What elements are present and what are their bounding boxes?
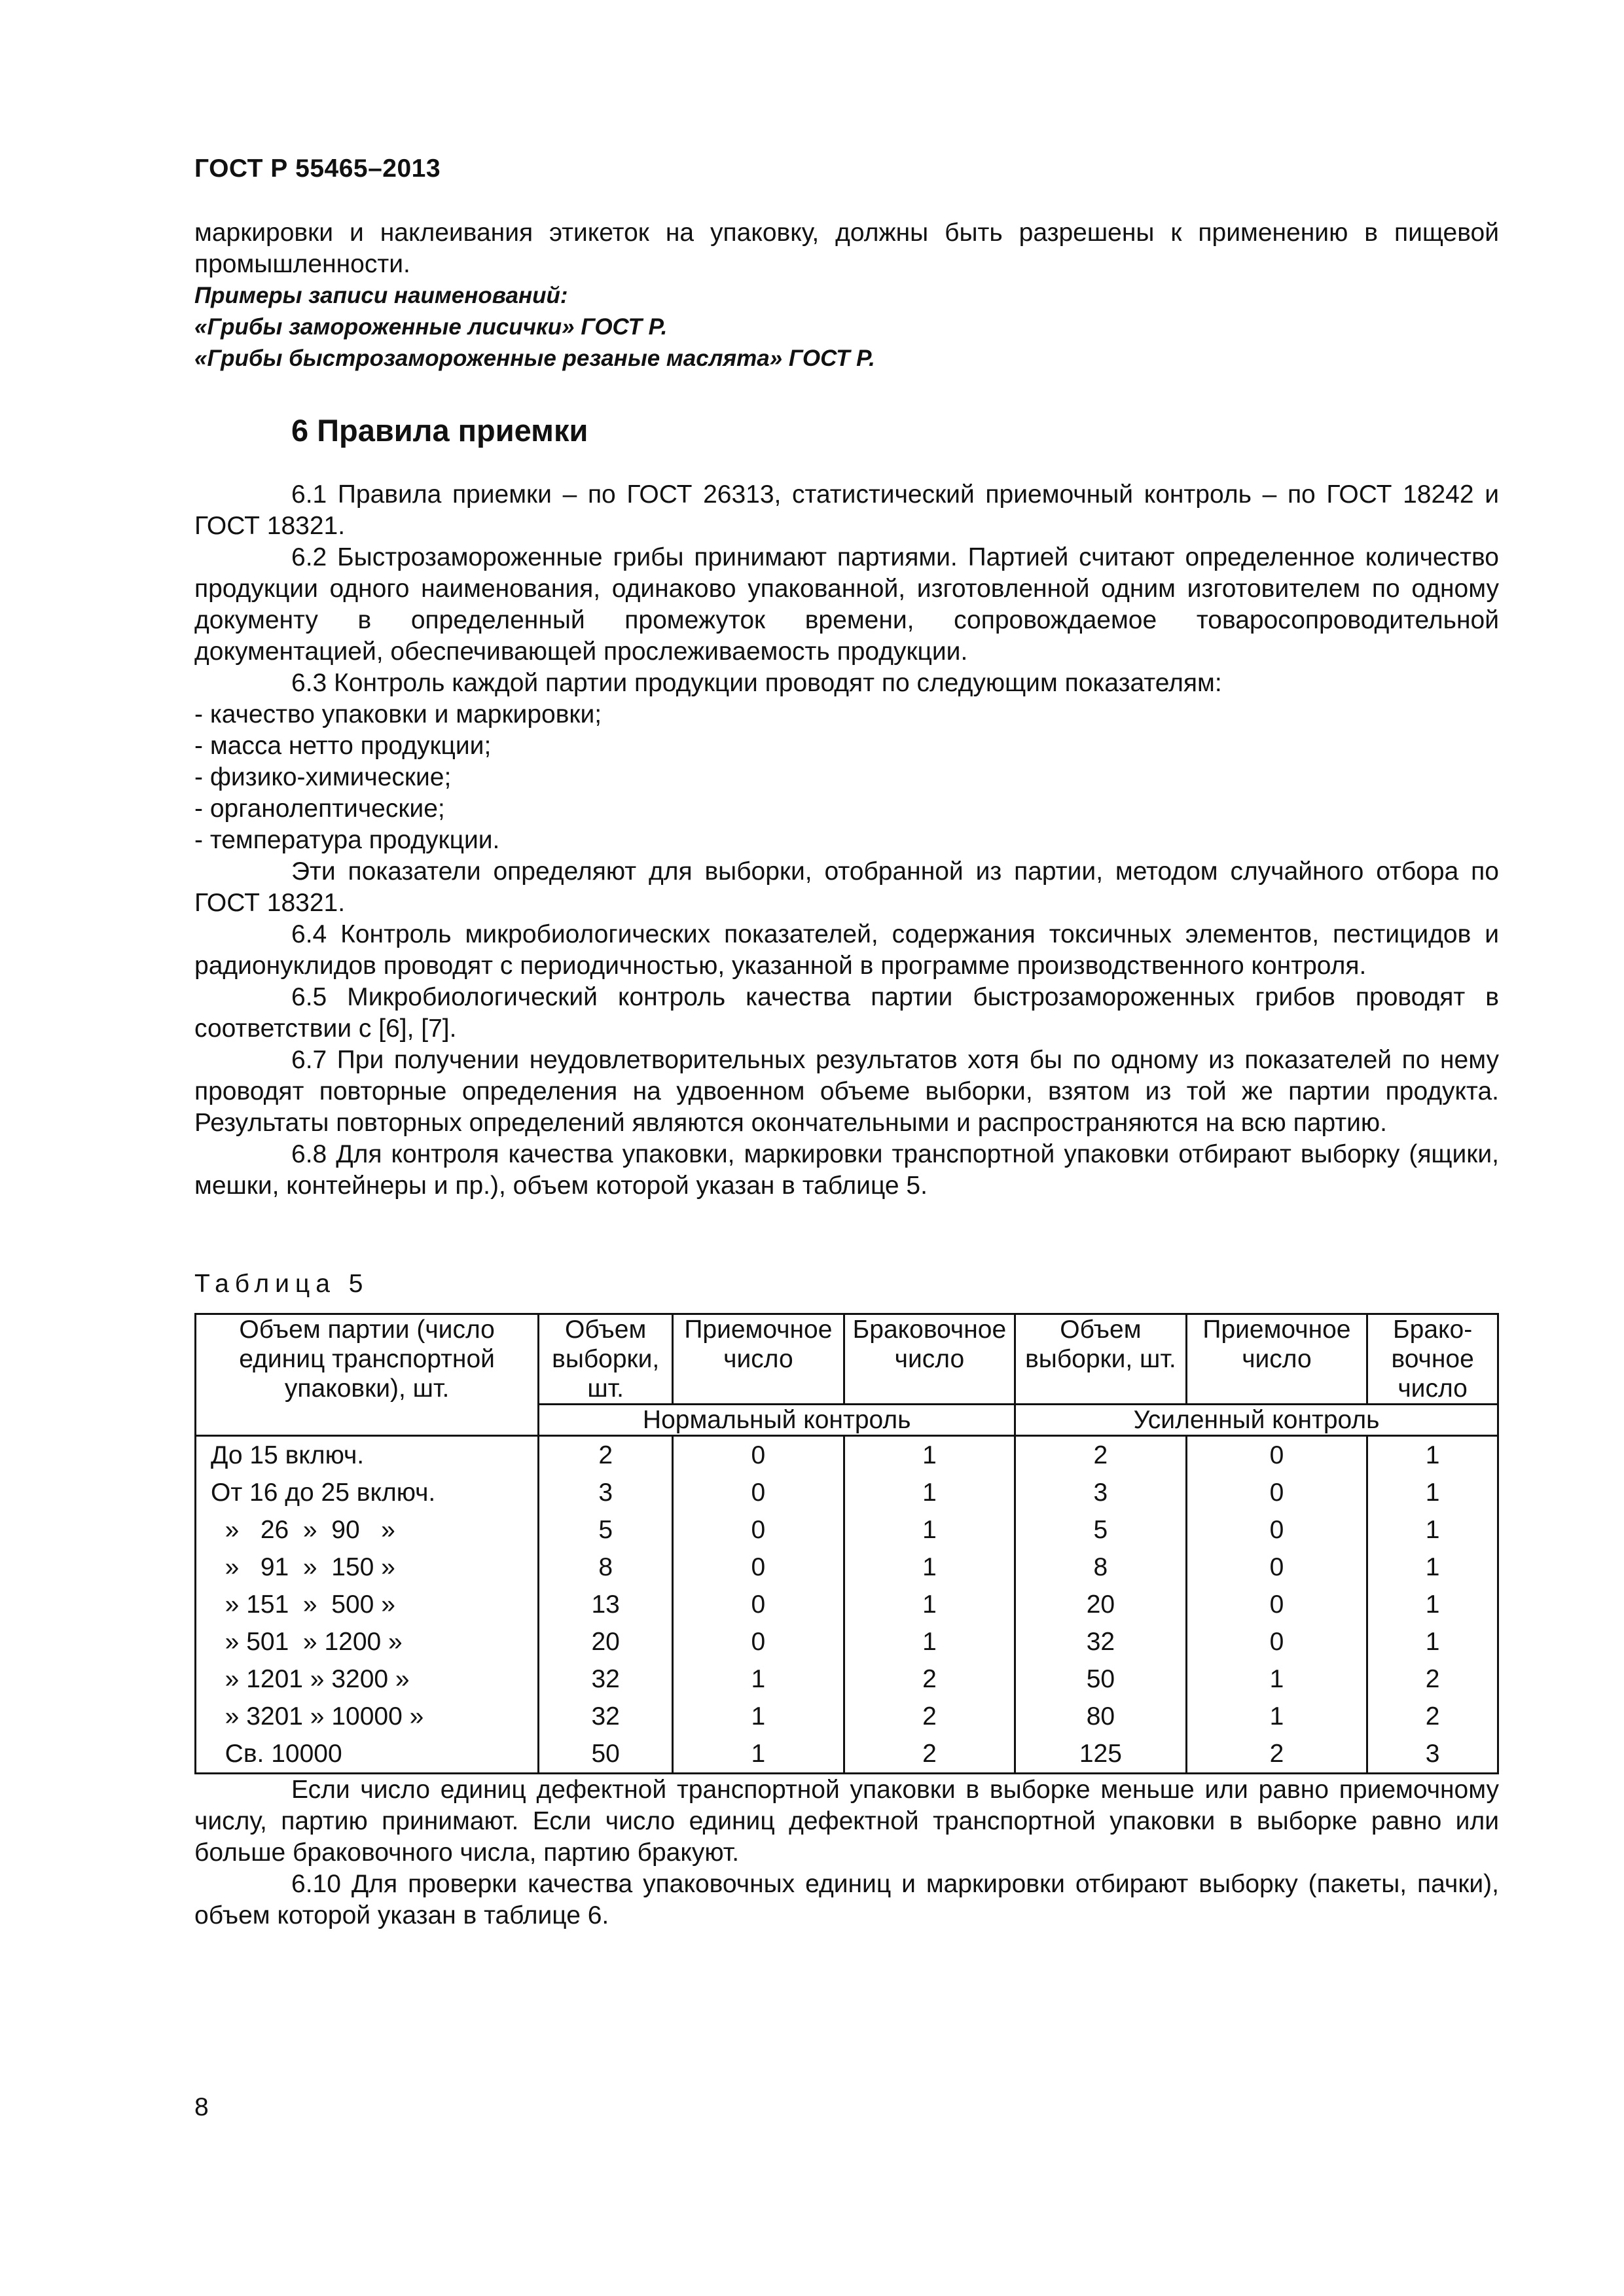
table-cell: 0 [673, 1436, 844, 1475]
table-row [196, 1698, 1498, 1735]
table-cell: 1 [673, 1660, 844, 1698]
table-cell: 8 [539, 1549, 673, 1586]
lot-size-cell: » 3201 » 10000 » [196, 1698, 539, 1735]
table-cell: 5 [539, 1511, 673, 1549]
header-sample-size-normal: Объем выборки, шт. [539, 1314, 673, 1405]
table-cell: 0 [673, 1623, 844, 1660]
paragraph-6-3: 6.3 Контроль каждой партии продукции проводят по следующим показателям: [291, 669, 1222, 697]
table-cell: 1 [1367, 1623, 1498, 1660]
intro-paragraph: маркировки и наклеивания этикеток на упаковку, должны быть разрешены к применению в пищевой промышленности. [194, 219, 1499, 278]
table-cell: 1 [844, 1623, 1015, 1660]
lot-size-cell: » 151 » 500 » [196, 1586, 539, 1623]
table-cell: 2 [1186, 1735, 1367, 1774]
table-cell: 1 [844, 1586, 1015, 1623]
paragraph-6-2: 6.2 Быстрозамороженные грибы принимают партиями. Партией считают определенное количество продукции одного наименования, одинаково упакованной, изготовленной одним изготовителем по одному документу в определенный промежуток времени, сопровождаемое товаросопроводительной документацией, обеспечивающей прослеживаемость продукции. [194, 543, 1499, 666]
table-cell: 2 [844, 1660, 1015, 1698]
sampling-table [194, 1313, 1499, 1774]
table-cell: 1 [844, 1511, 1015, 1549]
lot-size-cell: » 1201 » 3200 » [196, 1660, 539, 1698]
header-normal-control: Нормальный контроль [539, 1405, 1015, 1436]
table-cell: 1 [1367, 1586, 1498, 1623]
table-row [196, 1511, 1498, 1549]
header-rejection-tightened: Браковочное число [1367, 1314, 1498, 1405]
table-cell: 1 [844, 1474, 1015, 1511]
table-cell: 1 [1367, 1549, 1498, 1586]
table-cell: 2 [844, 1735, 1015, 1774]
example-1: «Грибы замороженные лисички» ГОСТ Р. [194, 314, 668, 340]
paragraph-6-10: 6.10 Для проверки качества упаковочных единиц и маркировки отбирают выборку (пакеты, пачки), объем которой указан в таблице 6. [194, 1870, 1499, 1929]
list-item: - физико-химические; [194, 763, 452, 791]
table-cell: 2 [1015, 1436, 1187, 1475]
example-2: «Грибы быстрозамороженные резаные маслята» ГОСТ Р. [194, 346, 875, 371]
header-lot-size: Объем партии (число единиц транспортной упаковки), шт. [196, 1314, 539, 1436]
table-cell: 0 [1186, 1586, 1367, 1623]
table-cell: 2 [1367, 1660, 1498, 1698]
lot-size-cell: » 91 » 150 » [196, 1549, 539, 1586]
table-cell: 20 [539, 1623, 673, 1660]
header-sample-size-tightened: Объем выборки, шт. [1015, 1314, 1187, 1405]
table-cell: 32 [539, 1660, 673, 1698]
table-cell: 0 [673, 1511, 844, 1549]
table-cell: 1 [1367, 1511, 1498, 1549]
list-item: - масса нетто продукции; [194, 732, 492, 760]
table-cell: 20 [1015, 1586, 1187, 1623]
header-rejection-normal: Браковочное число [844, 1314, 1015, 1405]
table-cell: 1 [844, 1436, 1015, 1475]
table-row [196, 1735, 1498, 1774]
table-row [196, 1586, 1498, 1623]
table-cell: 5 [1015, 1511, 1187, 1549]
lot-size-cell: До 15 включ. [196, 1436, 539, 1475]
table-cell: 50 [539, 1735, 673, 1774]
document-header: ГОСТ Р 55465–2013 [194, 154, 441, 183]
lot-size-cell: Св. 10000 [196, 1735, 539, 1774]
table-row [196, 1660, 1498, 1698]
table-cell: 1 [1186, 1698, 1367, 1735]
page-content [194, 217, 1499, 1931]
table-cell: 50 [1015, 1660, 1187, 1698]
header-acceptance-normal: Приемочное число [673, 1314, 844, 1405]
table-cell: 0 [673, 1549, 844, 1586]
table-cell: 0 [1186, 1549, 1367, 1586]
table-cell: 125 [1015, 1735, 1187, 1774]
table-cell: 1 [673, 1698, 844, 1735]
table-cell: 1 [1367, 1436, 1498, 1475]
paragraph-6-8: 6.8 Для контроля качества упаковки, маркировки транспортной упаковки отбирают выборку (ящики, мешки, контейнеры и пр.), объем которой указан в таблице 5. [194, 1140, 1499, 1200]
table-cell: 3 [539, 1474, 673, 1511]
acceptance-rule: Если число единиц дефектной транспортной упаковки в выборке меньше или равно приемочному числу, партию принимают. Если число единиц дефектной транспортной упаковки в выборке равно или больше браковочного числа, партию бракуют. [194, 1776, 1499, 1867]
table-cell: 13 [539, 1586, 673, 1623]
table-cell: 1 [844, 1549, 1015, 1586]
table-cell: 0 [1186, 1623, 1367, 1660]
page-number: 8 [194, 2093, 209, 2121]
list-item: - качество упаковки и маркировки; [194, 700, 602, 728]
table-cell: 32 [1015, 1623, 1187, 1660]
table-cell: 3 [1367, 1735, 1498, 1774]
table-cell: 2 [844, 1698, 1015, 1735]
table-cell: 1 [1367, 1474, 1498, 1511]
table-row [196, 1549, 1498, 1586]
list-item: - органолептические; [194, 795, 445, 823]
table-cell: 32 [539, 1698, 673, 1735]
paragraph-6-5: 6.5 Микробиологический контроль качества партии быстрозамороженных грибов проводят в соответствии с [6], [7]. [194, 983, 1499, 1043]
list-item: - температура продукции. [194, 826, 500, 854]
examples-title: Примеры записи наименований: [194, 283, 568, 308]
table-row [196, 1623, 1498, 1660]
table-cell: 0 [673, 1474, 844, 1511]
header-acceptance-tightened: Приемочное число [1186, 1314, 1367, 1405]
table-cell: 3 [1015, 1474, 1187, 1511]
lot-size-cell: От 16 до 25 включ. [196, 1474, 539, 1511]
table-cell: 80 [1015, 1698, 1187, 1735]
table-cell: 2 [1367, 1698, 1498, 1735]
table-cell: 2 [539, 1436, 673, 1475]
table-row [196, 1474, 1498, 1511]
paragraph-6-7: 6.7 При получении неудовлетворительных результатов хотя бы по одному из показателей по нему проводят повторные определения на удвоенном объеме выборки, взятом из той же партии продукта. Результаты повторных определений являются окончательными и распространяются на всю партию. [194, 1046, 1499, 1137]
lot-size-cell: » 26 » 90 » [196, 1511, 539, 1549]
table-cell: 0 [673, 1586, 844, 1623]
section-title: 6 Правила приемки [291, 413, 588, 448]
table-cell: 8 [1015, 1549, 1187, 1586]
table-row [196, 1436, 1498, 1475]
table-cell: 1 [1186, 1660, 1367, 1698]
table-cell: 0 [1186, 1511, 1367, 1549]
table-cell: 0 [1186, 1436, 1367, 1475]
table-cell: 1 [673, 1735, 844, 1774]
table-cell: 0 [1186, 1474, 1367, 1511]
table-caption: Таблица 5 [194, 1270, 369, 1298]
paragraph-6-4: 6.4 Контроль микробиологических показателей, содержания токсичных элементов, пестицидов и радионуклидов проводят с периодичностью, указанной в программе производственного контроля. [194, 920, 1499, 980]
lot-size-cell: » 501 » 1200 » [196, 1623, 539, 1660]
paragraph-6-3-note: Эти показатели определяют для выборки, отобранной из партии, методом случайного отбора по ГОСТ 18321. [194, 857, 1499, 917]
header-tightened-control: Усиленный контроль [1015, 1405, 1498, 1436]
paragraph-6-1: 6.1 Правила приемки – по ГОСТ 26313, статистический приемочный контроль – по ГОСТ 18242 и ГОСТ 18321. [194, 480, 1499, 540]
